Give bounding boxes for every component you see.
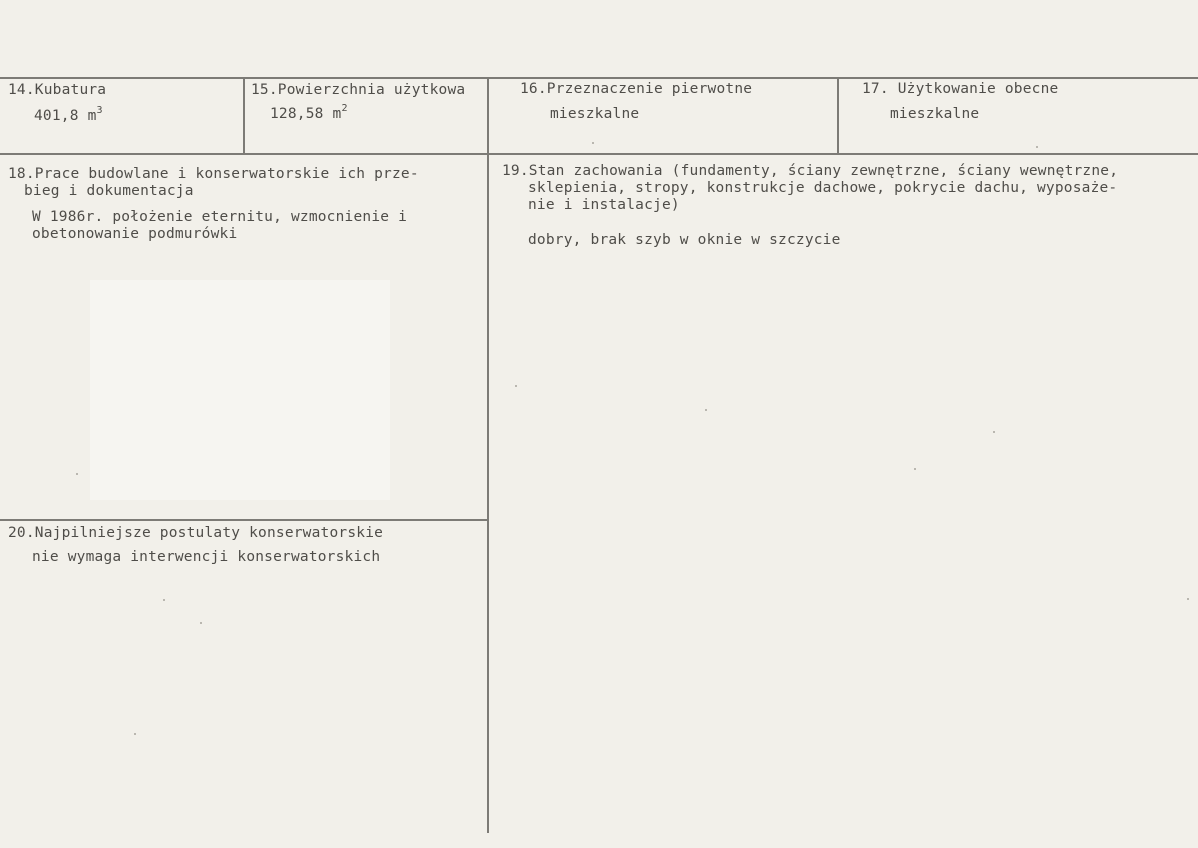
paper-speck [515,385,517,387]
field19-label-line-3: nie i instalacje) [528,197,680,213]
field20-rule [0,519,487,521]
field19-label-line-2: sklepienia, stropy, konstrukcje dachowe, pokrycie dachu, wyposaże- [528,180,1118,196]
paper-speck [592,142,594,144]
field20-value: nie wymaga interwencji konserwatorskich [32,549,381,565]
field18-label-line-2: bieg i dokumentacja [24,183,194,199]
paper-speck [1187,598,1189,600]
column-divider-1 [243,77,245,154]
paper-speck [1036,146,1038,148]
field19-label-line-1: 19.Stan zachowania (fundamenty, ściany zewnętrzne, ściany wewnętrzne, [502,163,1119,179]
field15-value: 128,58 $m^2$ [270,103,348,122]
paper-speck [914,468,916,470]
field14-value: 401,8 $m^3$ [34,105,103,124]
field14-label: 14.Kubatura [8,82,107,98]
column-divider-2 [487,77,489,833]
paper-speck [200,622,202,624]
field16-label: 16.Przeznaczenie pierwotne [520,81,753,97]
paper-stain [90,280,390,500]
row-divider [0,153,1198,155]
field18-value-line-2: obetonowanie podmurówki [32,226,238,242]
field17-value: mieszkalne [890,106,980,122]
field20-label: 20.Najpilniejsze postulaty konserwatorskie [8,525,384,541]
field16-value: mieszkalne [550,106,640,122]
paper-speck [993,431,995,433]
field19-value: dobry, brak szyb w oknie w szczycie [528,232,841,248]
field18-value-line-1: W 1986r. położenie eternitu, wzmocnienie i [32,209,408,225]
field18-label-line-1: 18.Prace budowlane i konserwatorskie ich prze- [8,166,419,182]
field15-label: 15.Powierzchnia użytkowa [251,82,466,98]
column-divider-3 [837,77,839,154]
paper-speck [134,733,136,735]
field17-label: 17. Użytkowanie obecne [862,81,1059,97]
top-rule [0,77,1198,79]
paper-speck [76,473,78,475]
paper-speck [705,409,707,411]
paper-speck [163,599,165,601]
